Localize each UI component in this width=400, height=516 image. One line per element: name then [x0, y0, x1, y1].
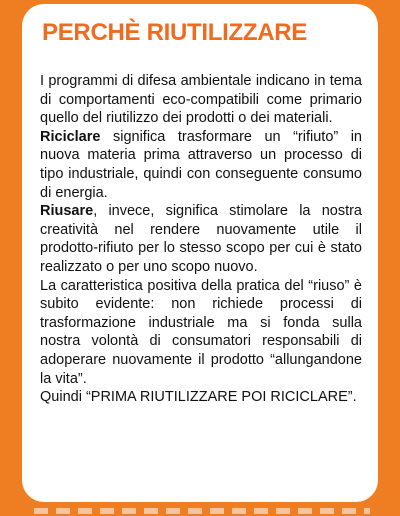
- term-riciclare: Riciclare: [40, 128, 101, 145]
- info-card: [22, 4, 378, 502]
- term-riusare: Riusare: [40, 203, 94, 220]
- paragraph-conclusion-text: Quindi “PRIMA RIUTILIZZARE POI RICICLARE”.: [40, 389, 357, 406]
- paragraph-conclusion: [40, 388, 362, 407]
- body-text: [40, 72, 362, 407]
- paragraph-riciclare: [40, 128, 362, 202]
- paragraph-riusare-text: , invece, significa stimolare la nostra creatività nel rendere nuovamente utile il prodotto-rifiuto per lo stesso scopo per cui è stato realizzato o per uno scopo nuovo.: [40, 203, 362, 275]
- paragraph-riusare: [40, 202, 362, 276]
- paragraph-riciclare-text: significa trasformare un “rifiuto” in nuova materia prima attraverso un processo di tipo industriale, quindi con conseguente consumo di energia.: [40, 128, 362, 201]
- paragraph-intro-text: I programmi di difesa ambientale indicano in tema di comportamenti eco-compatibili come primario quello del riutilizzo dei prodotti o dei materiali.: [40, 73, 362, 127]
- paragraph-riuso: [40, 277, 362, 389]
- paragraph-riuso-text: La caratteristica positiva della pratica del “riuso” è subito evidente: non richiede processi di trasformazione industriale ma si fonda sulla nostra volontà di consumatori responsabili di adoperare nuovamente il prodotto “allungandone la vita”.: [40, 277, 362, 387]
- page-title: PERCHÈ RIUTILIZZARE: [42, 19, 307, 46]
- paragraph-intro: [40, 72, 362, 128]
- cut-off-text-strip: [34, 508, 370, 514]
